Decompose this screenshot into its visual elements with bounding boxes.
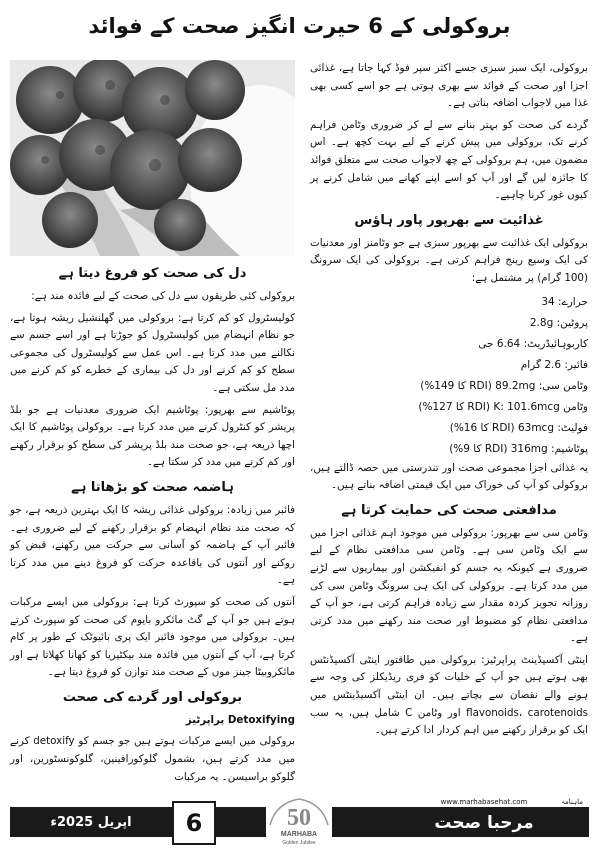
page-footer — [0, 793, 599, 849]
heart-paragraph-2: پوٹاشیم سے بھرپور: پوٹاشیم ایک ضروری معدنیات ہے جو بلڈ پریشر کو کنٹرول کرنے میں مدد کرتا ہے۔ بروکولی پوٹاشیم کا ایک اچھا ذریعہ ہے، جو صحت مند بلڈ پریشر کی سطح کو برقرار رکھنے اور کم کرنے میں مدد کر سکتا ہے۔ — [10, 403, 295, 469]
heart-paragraph-1: کولیسٹرول کو کم کرتا ہے: بروکولی میں گھلنشیل ریشہ ہوتا ہے، جو نظام انہضام میں کولیسٹرول کو جوڑتا ہے اور اسے جسم سے نکالنے میں مدد کرتا ہے۔ اس عمل سے کولیسٹرول کی مجموعی سطح کو کم کرنے اور دل کی بیماری کے خطرے کو کم کرنے میں مدد مل سکتی ہے۔ — [10, 311, 295, 394]
intro-paragraph-1: بروکولی، ایک سبز سبزی جسے اکثر سپر فوڈ کہا جاتا ہے، غذائی اجزا اور صحت کے فوائد سے بھری ہوتی ہے جو اسے کسی بھی غذا میں لاجواب اضافہ بناتی ہے۔ — [310, 62, 588, 110]
left-column — [10, 258, 295, 790]
digestion-paragraph-1: فائبر میں زیادہ: بروکولی غذائی ریشہ کا ایک بہترین ذریعہ ہے، جو کہ صحت مند نظام انہضام کو برقرار رکھنے کے لیے ضروری ہے۔ فائبر آپ کے ہاضمہ کو آسانی سے حرکت میں رکھنے، قبض کو روکنے اور آنتوں کی باقاعدہ حرکت کو فروغ دینے میں مدد کرتا ہے۔ — [10, 503, 295, 587]
nutrient-item: وٹامن سی: 89.2mg (RDI کا 149%) — [420, 379, 588, 392]
section-heading-kidney: بروکولی اور گردے کی صحت — [62, 689, 243, 705]
nutrition-closing: یہ غذائی اجزا مجموعی صحت اور تندرستی میں حصہ ڈالتے ہیں، بروکولی کو آپ کی خوراک میں ایک قیمتی اضافہ بناتے ہیں۔ — [310, 461, 588, 492]
heart-intro: بروکولی کئی طریقوں سے دل کی صحت کے لیے فائدہ مند ہے: — [31, 290, 295, 302]
nutrient-item: پروٹین: 2.8g — [529, 316, 588, 329]
article-title: بروکولی کے 6 حیرت انگیز صحت کے فوائد — [88, 14, 511, 38]
immunity-paragraph-1: وٹامن سی سے بھرپور: بروکولی میں موجود اہم غذائی اجزا میں سے ایک وٹامن سی ہے۔ وٹامن سی مدافعتی نظام کے لیے ضروری ہے کیونکہ یہ جسم کو انفیکشن اور بیماریوں سے لڑنے میں مدد کرتا ہے۔ بروکولی کی ایک ہی سرونگ وٹامن سی کی روزانہ تجویز کردہ مقدار سے زیادہ فراہم کرتی ہے، جو آپ کے مدافعتی نظام کو مضبوط اور صحت مند رکھنے میں مدد کرتی ہے۔ — [310, 526, 588, 645]
section-heading-immunity: مدافعتی صحت کی حمایت کرتا ہے — [341, 502, 557, 518]
page-number: 6 — [172, 801, 216, 845]
kidney-paragraph: بروکولی میں ایسے مرکبات ہوتے ہیں جو جسم کو detoxify کرنے میں مدد کرتے ہیں، بشمول گلوکورافینین، گلوکونسٹورین، اور گلوکو براسیسن۔ یہ مرکبات — [10, 735, 295, 783]
section-heading-heart: دل کی صحت کو فروغ دیتا ہے — [58, 266, 247, 281]
section-heading-nutrition: غذائیت سے بھرپور پاور ہاؤس — [354, 212, 544, 228]
nutrient-item: حرارے: 34 — [541, 295, 588, 308]
broccoli-illustration — [10, 60, 295, 256]
digestion-paragraph-2: آنتوں کی صحت کو سپورٹ کرتا ہے: بروکولی میں ایسے مرکبات ہوتے ہیں جو آپ کے گٹ مائکرو بایوم کی صحت کو سپورٹ کرتے ہیں۔ بروکولی میں موجود فائبر ایک پری بائیوٹک کے طور پر کام کرتا ہے، آپ کے آنتوں میں فائدہ مند بیکٹیریا کو کھانا کھلاتا ہے اور مائکروبیٹا جینز موں کے صحت مند توازن کو فروغ دیتا ہے۔ — [10, 595, 295, 679]
nutrient-item: فائبر: 2.6 گرام — [520, 358, 588, 371]
nutrition-intro: بروکولی ایک غذائیت سے بھرپور سبزی ہے جو وٹامنز اور معدنیات کی ایک وسیع رینج فراہم کرتی ہے۔ بروکولی کی ایک سرونگ (100 گرام) پر مشتمل ہے: — [310, 236, 588, 284]
broccoli-photo — [10, 60, 295, 256]
nutrient-list — [310, 292, 588, 460]
intro-paragraph-2: گردے کی صحت کو بہتر بنانے سے لے کر ضروری وٹامن فراہم کرنے تک، بروکولی میں پیش کرنے کے لیے بہت کچھ ہے۔ اس مضمون میں، ہم بروکولی کے چھ لاجواب صحت سے متعلق فوائد کا جائزہ لیں گے اور آپ کو اسے اپنے کھانے میں شامل کرنے پر کیوں غور کرنا چاہیے۔ — [310, 118, 588, 202]
golden-jubilee-badge — [266, 795, 332, 847]
kidney-subheading: Detoxifying پراپرٹیز — [185, 713, 295, 726]
issue-date: اپریل 2025ء — [50, 815, 132, 830]
monthly-label: ماہنامہ — [560, 798, 584, 806]
immunity-paragraph-2: اینٹی آکسیڈینٹ پراپرٹیز: بروکولی میں طاقتور اینٹی آکسیڈنٹس بھی ہوتے ہیں جو آپ کے خلیات کو فری ریڈیکلز کی وجہ سے ہونے والے نقصان سے بچاتے ہیں۔ ان اینٹی آکسیڈینٹس میں flavonoids، carotenoids اور وٹامن C شامل ہیں، یہ سب ایک کو برقرار رکھنے میں اہم کردار ادا کرتے ہیں۔ — [310, 653, 588, 737]
jubilee-emblem-icon — [266, 795, 332, 847]
section-heading-digestion: ہاضمہ صحت کو بڑھاتا ہے — [71, 479, 234, 495]
nutrient-item: وٹامن K: 101.6mcg (RDI کا 127%) — [418, 400, 588, 413]
right-column — [310, 60, 588, 744]
badge-text: MARHABA — [280, 831, 318, 838]
website-url: www.marhabasehat.com — [440, 798, 528, 806]
nutrient-item: پوٹاشیم: 316mg (RDI کا 9%) — [449, 442, 588, 455]
badge-number: 50 — [287, 805, 311, 831]
badge-sub: Golden Jubilee — [282, 840, 316, 846]
nutrient-item: کاربوہائیڈریٹ: 6.64 جی — [478, 337, 588, 350]
magazine-brand: مرحبا صحت — [434, 813, 534, 833]
nutrient-item: فولیٹ: 63mcg (RDI کا 16%) — [449, 421, 588, 434]
